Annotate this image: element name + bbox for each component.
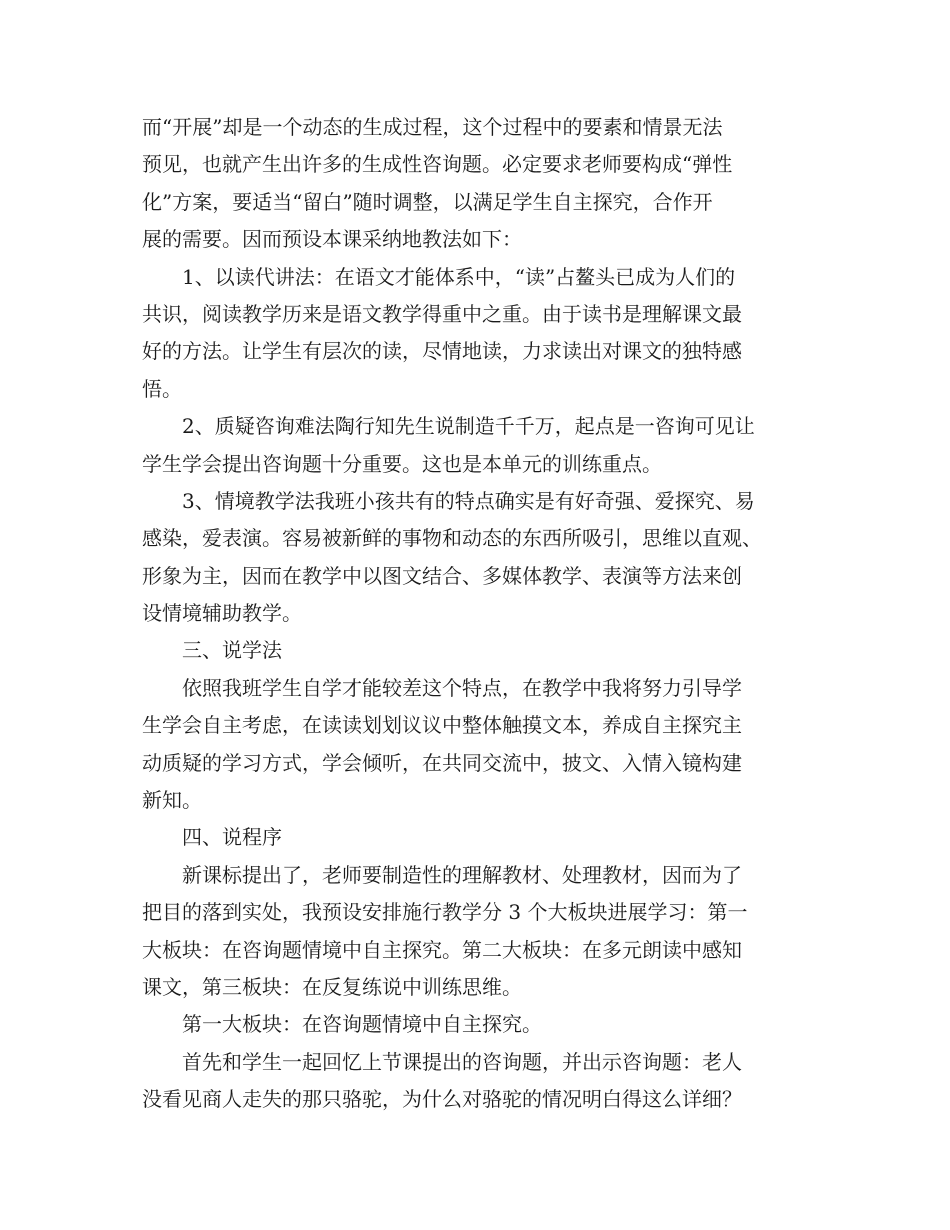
text-line: 大板块：在咨询题情境中自主探究。第二大板块：在多元朗读中感知 xyxy=(142,937,742,962)
text-line: 好的方法。让学生有层次的读，尽情地读，力求读出对课文的独特感 xyxy=(142,339,742,364)
text-line: 生学会自主考虑，在读读划划议议中整体触摸文本，养成自主探究主 xyxy=(142,713,742,738)
text-line: 感染，爱表演。容易被新鲜的事物和动态的东西所吸引，思维以直观、 xyxy=(142,526,762,551)
text-line: 设情境辅助教学。 xyxy=(142,601,302,626)
text-line: 展的需要。因而预设本课采纳地教法如下： xyxy=(142,227,522,252)
text-line: 化”方案，要适当“留白”随时调整，以满足学生自主探究，合作开 xyxy=(142,189,713,214)
text-line: 预见，也就产生出许多的生成性咨询题。必定要求老师要构成“弹性 xyxy=(142,152,733,177)
text-line: 新知。 xyxy=(142,788,202,813)
text-line: 课文，第三板块：在反复练说中训练思维。 xyxy=(142,974,522,999)
text-line: 学生学会提出咨询题十分重要。这也是本单元的训练重点。 xyxy=(142,451,662,476)
text-line: 新课标提出了，老师要制造性的理解教材、处理教材，因而为了 xyxy=(182,862,742,887)
text-line: 把目的落到实处，我预设安排施行教学分 3 个大板块进展学习：第一 xyxy=(142,900,748,925)
text-line: 而“开展”却是一个动态的生成过程，这个过程中的要素和情景无法 xyxy=(142,115,723,139)
text-line: 首先和学生一起回忆上节课提出的咨询题，并出示咨询题：老人 xyxy=(182,1049,742,1074)
text-line: 2、质疑咨询难法陶行知先生说制造千千万，起点是一咨询可见让 xyxy=(182,414,755,439)
text-line: 共识，阅读教学历来是语文教学得重中之重。由于读书是理解课文最 xyxy=(142,301,742,326)
text-line: 形象为主，因而在教学中以图文结合、多媒体教学、表演等方法来创 xyxy=(142,563,742,588)
section-heading: 四、说程序 xyxy=(182,825,282,850)
text-line: 1、以读代讲法：在语文才能体系中，“读”占鳌头已成为人们的 xyxy=(182,264,736,289)
text-line: 没看见商人走失的那只骆驼，为什么对骆驼的情况明白得这么详细？ xyxy=(142,1087,742,1112)
text-line: 动质疑的学习方式，学会倾听，在共同交流中，披文、入情入镜构建 xyxy=(142,750,742,775)
text-line: 悟。 xyxy=(142,376,182,401)
section-heading: 三、说学法 xyxy=(182,638,282,663)
text-line: 第一大板块：在咨询题情境中自主探究。 xyxy=(182,1012,542,1037)
text-line: 3、情境教学法我班小孩共有的特点确实是有好奇强、爱探究、易 xyxy=(182,488,755,513)
document-body xyxy=(142,109,822,1119)
text-line: 依照我班学生自学才能较差这个特点，在教学中我将努力引导学 xyxy=(182,675,742,700)
